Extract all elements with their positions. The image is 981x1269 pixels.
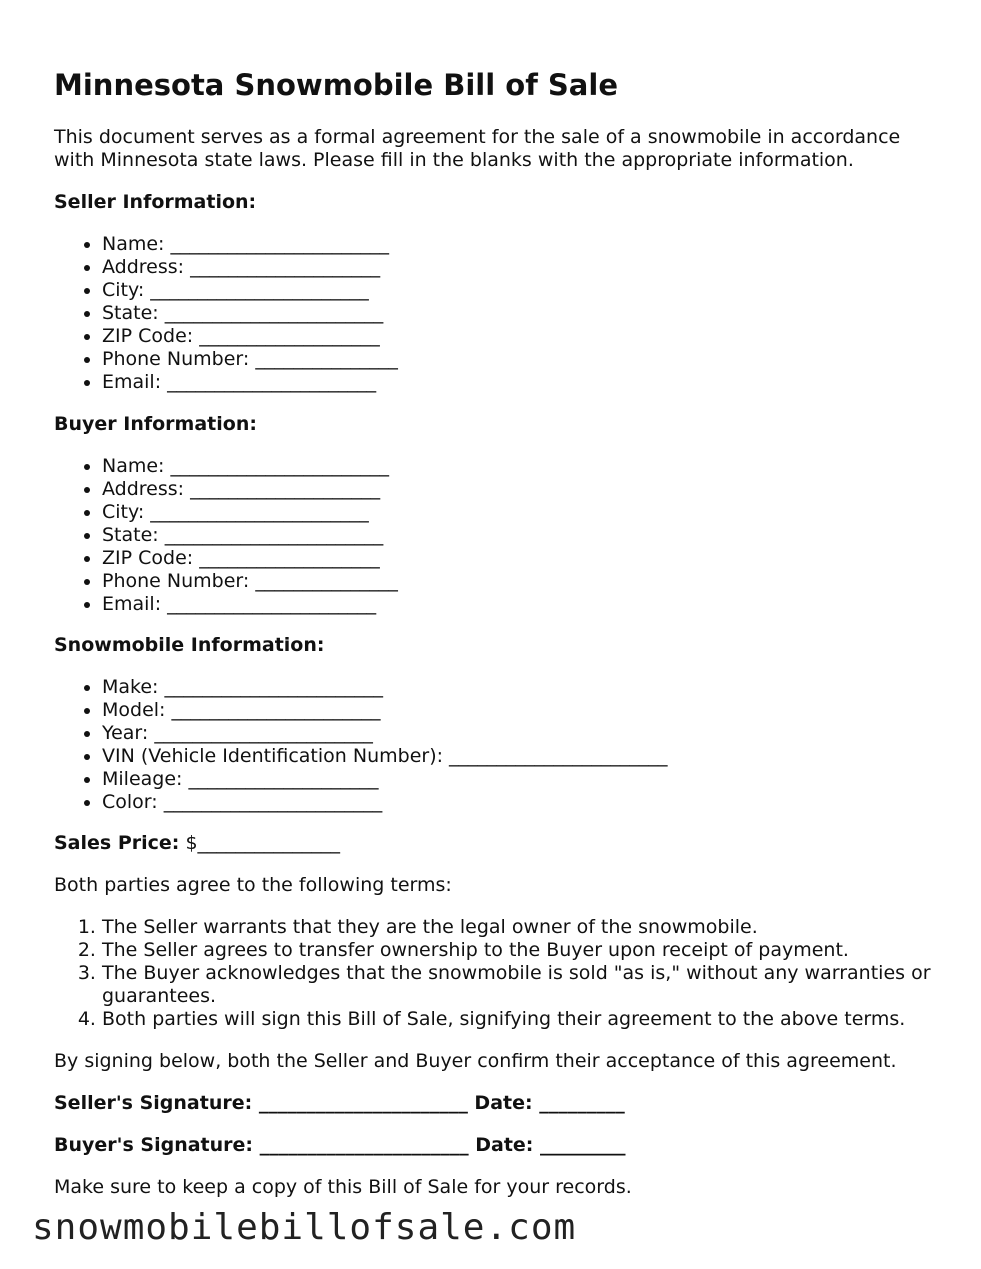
buyer-phone-field[interactable]: • Phone Number: _______________ bbox=[102, 570, 398, 593]
buyer-name-field[interactable]: • Name: _______________________ bbox=[102, 455, 398, 478]
seller-name-field[interactable]: • Name: _______________________ bbox=[102, 233, 398, 256]
snowmobile-mileage-field[interactable]: • Mileage: ____________________ bbox=[102, 768, 668, 791]
page-title: Minnesota Snowmobile Bill of Sale bbox=[54, 68, 618, 102]
buyer-state-field[interactable]: • State: _______________________ bbox=[102, 524, 398, 547]
buyer-signature-line[interactable]: Buyer's Signature: ______________________ Date: _________ bbox=[54, 1134, 626, 1156]
snowmobile-make-field[interactable]: • Make: _______________________ bbox=[102, 676, 668, 699]
snowmobile-heading: Snowmobile Information: bbox=[54, 634, 325, 656]
sales-price-field[interactable]: $_______________ bbox=[185, 832, 341, 854]
buyer-zip-field[interactable]: • ZIP Code: ___________________ bbox=[102, 547, 398, 570]
seller-fields-list bbox=[54, 233, 398, 394]
snowmobile-year-field[interactable]: • Year: _______________________ bbox=[102, 722, 668, 745]
sales-price-label: Sales Price: bbox=[54, 832, 180, 854]
seller-heading: Seller Information: bbox=[54, 191, 257, 213]
acceptance-statement: By signing below, both the Seller and Buyer confirm their acceptance of this agreement. bbox=[54, 1050, 897, 1072]
term-item: 1. The Seller warrants that they are the legal owner of the snowmobile. bbox=[102, 916, 934, 939]
buyer-email-field[interactable]: • Email: ______________________ bbox=[102, 593, 398, 616]
snowmobile-vin-field[interactable]: • VIN (Vehicle Identification Number): _______________________ bbox=[102, 745, 668, 768]
seller-email-field[interactable]: • Email: ______________________ bbox=[102, 371, 398, 394]
term-item: 4. Both parties will sign this Bill of Sale, signifying their agreement to the above terms. bbox=[102, 1008, 934, 1031]
buyer-address-field[interactable]: • Address: ____________________ bbox=[102, 478, 398, 501]
snowmobile-fields-list bbox=[54, 676, 668, 814]
terms-intro: Both parties agree to the following terms: bbox=[54, 874, 452, 896]
seller-phone-field[interactable]: • Phone Number: _______________ bbox=[102, 348, 398, 371]
snowmobile-color-field[interactable]: • Color: _______________________ bbox=[102, 791, 668, 814]
sales-price-line bbox=[54, 832, 340, 855]
closing-note: Make sure to keep a copy of this Bill of Sale for your records. bbox=[54, 1176, 632, 1198]
buyer-heading: Buyer Information: bbox=[54, 413, 257, 435]
buyer-city-field[interactable]: • City: _______________________ bbox=[102, 501, 398, 524]
intro-paragraph: This document serves as a formal agreement for the sale of a snowmobile in accordance with Minnesota state laws. Please fill in the blanks with the appropriate information. bbox=[54, 126, 901, 171]
site-watermark: snowmobilebillofsale.com bbox=[32, 1207, 577, 1248]
terms-list bbox=[54, 916, 934, 1031]
seller-zip-field[interactable]: • ZIP Code: ___________________ bbox=[102, 325, 398, 348]
buyer-fields-list bbox=[54, 455, 398, 616]
term-item: 3. The Buyer acknowledges that the snowmobile is sold "as is," without any warranties or guarantees. bbox=[102, 962, 934, 1008]
snowmobile-model-field[interactable]: • Model: ______________________ bbox=[102, 699, 668, 722]
seller-address-field[interactable]: • Address: ____________________ bbox=[102, 256, 398, 279]
seller-state-field[interactable]: • State: _______________________ bbox=[102, 302, 398, 325]
seller-signature-line[interactable]: Seller's Signature: ______________________ Date: _________ bbox=[54, 1092, 625, 1114]
term-item: 2. The Seller agrees to transfer ownership to the Buyer upon receipt of payment. bbox=[102, 939, 934, 962]
seller-city-field[interactable]: • City: _______________________ bbox=[102, 279, 398, 302]
